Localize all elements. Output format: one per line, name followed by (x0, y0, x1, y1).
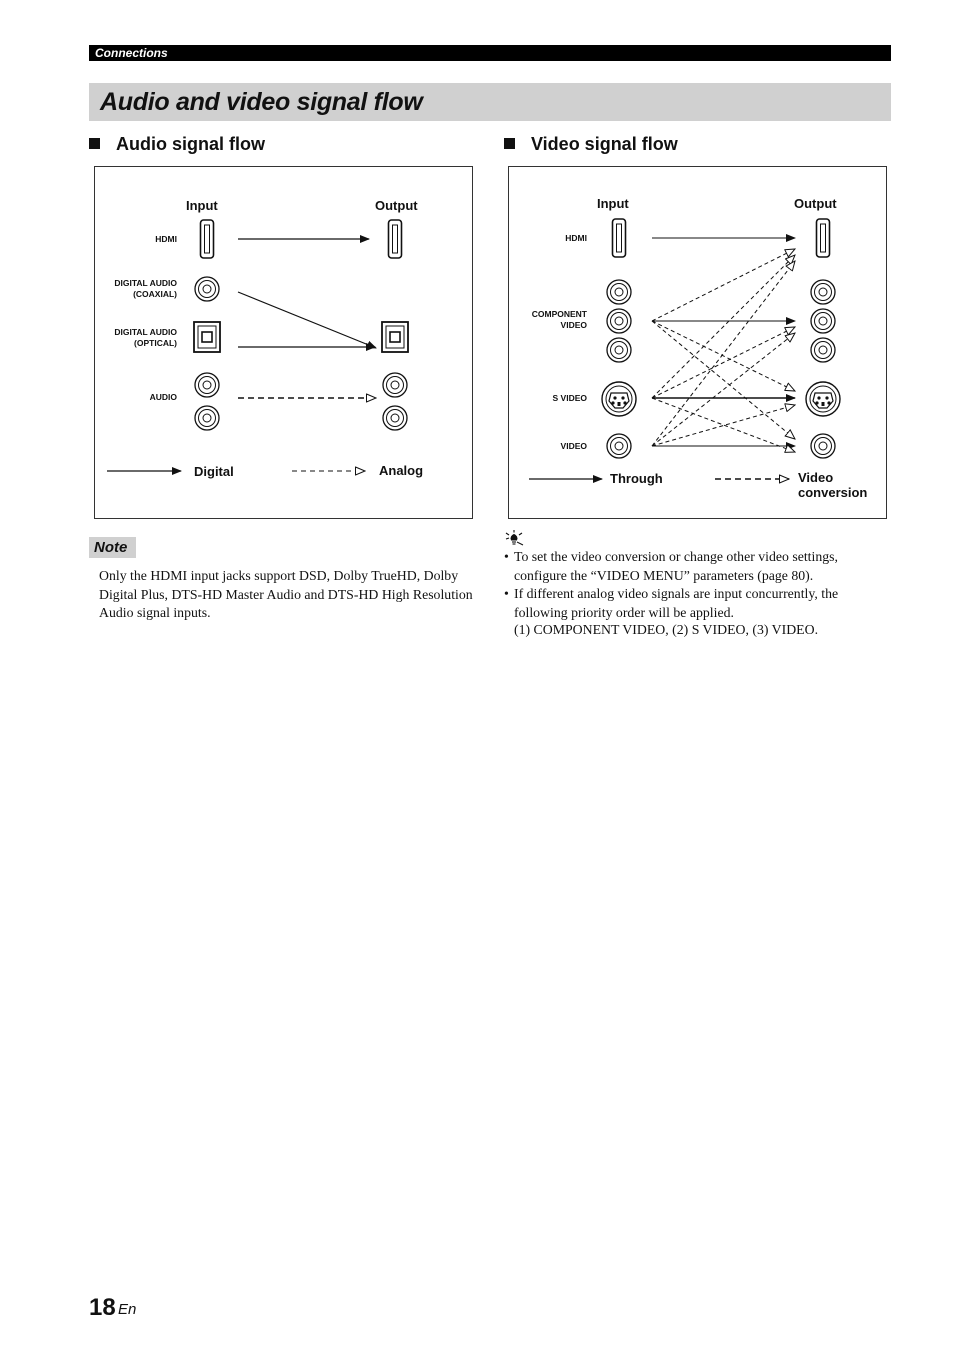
s-video-input-jack-icon (602, 382, 636, 416)
audio-r-output-jack-icon (383, 406, 407, 430)
tip-item-1: To set the video conversion or change other video settings, configure the “VIDEO MENU” parameters (page 80). (514, 549, 838, 583)
row-label-s-video: S VIDEO (552, 393, 587, 403)
hdmi-output-jack-icon (389, 220, 402, 258)
hdmi-input-jack-icon (201, 220, 214, 258)
bullet-square-icon (89, 138, 100, 149)
video-input-jack-icon (607, 434, 631, 458)
video-section-heading: Video signal flow (504, 132, 678, 156)
video-signal-flow-diagram (508, 166, 887, 519)
audio-l-input-jack-icon (195, 373, 219, 397)
row-label-hdmi: HDMI (565, 233, 587, 243)
audio-l-output-jack-icon (383, 373, 407, 397)
row-label-digital-coaxial: DIGITAL AUDIO (COAXIAL) (114, 278, 177, 299)
section-header-bar (89, 45, 891, 61)
section-header-label: Connections (95, 46, 168, 60)
legend-digital-label: Digital (194, 464, 234, 479)
page-language: En (118, 1301, 137, 1318)
tip-item-2: If different analog video signals are input concurrently, the following priority order will be applied. (514, 586, 839, 620)
row-label-audio: AUDIO (149, 392, 177, 402)
note-badge (89, 537, 136, 558)
legend-conversion-label: Video conversion (798, 470, 868, 500)
video-input-label: Input (597, 196, 629, 211)
page-title-band (89, 83, 891, 121)
audio-input-label: Input (186, 198, 218, 213)
component-y-input-jack-icon (607, 280, 631, 304)
legend-through-label: Through (610, 471, 663, 486)
page-title: Audio and video signal flow (100, 88, 423, 116)
row-label-hdmi: HDMI (155, 234, 177, 244)
component-y-output-jack-icon (811, 280, 835, 304)
component-pb-input-jack-icon (607, 309, 631, 333)
hint-icon (505, 530, 525, 546)
audio-signal-flow-diagram (94, 166, 473, 519)
s-video-output-jack-icon (806, 382, 840, 416)
optical-output-jack-icon (382, 322, 408, 352)
tip-bullet-2: • (504, 586, 509, 601)
coaxial-input-jack-icon (195, 277, 219, 301)
component-pr-output-jack-icon (811, 338, 835, 362)
hdmi-input-jack-icon (613, 219, 626, 257)
video-diagram-graphics (509, 167, 886, 518)
video-output-label: Output (794, 196, 837, 211)
page-number: 18 (89, 1294, 116, 1321)
coaxial-digital-flow-line (238, 292, 376, 348)
audio-section-heading: Audio signal flow (89, 132, 265, 156)
legend-analog-label: Analog (379, 463, 424, 478)
row-label-component-video: COMPONENT VIDEO (531, 309, 587, 330)
audio-r-input-jack-icon (195, 406, 219, 430)
tip-bullet-1: • (504, 549, 509, 564)
component-pb-output-jack-icon (811, 309, 835, 333)
note-text: Only the HDMI input jacks support DSD, Dolby TrueHD, Dolby Digital Plus, DTS-HD Master Audio and DTS-HD High Resolution Audio signal inputs. (99, 568, 473, 620)
note-badge-label: Note (94, 539, 128, 556)
optical-input-jack-icon (194, 322, 220, 352)
video-output-jack-icon (811, 434, 835, 458)
tip-priority-order: (1) COMPONENT VIDEO, (2) S VIDEO, (3) VIDEO. (514, 622, 819, 637)
component-pr-input-jack-icon (607, 338, 631, 362)
row-label-digital-optical: DIGITAL AUDIO (OPTICAL) (114, 327, 177, 348)
hdmi-output-jack-icon (817, 219, 830, 257)
audio-output-label: Output (375, 198, 418, 213)
row-label-video: VIDEO (560, 441, 587, 451)
bullet-square-icon (504, 138, 515, 149)
video-conversion-lines (652, 249, 795, 452)
